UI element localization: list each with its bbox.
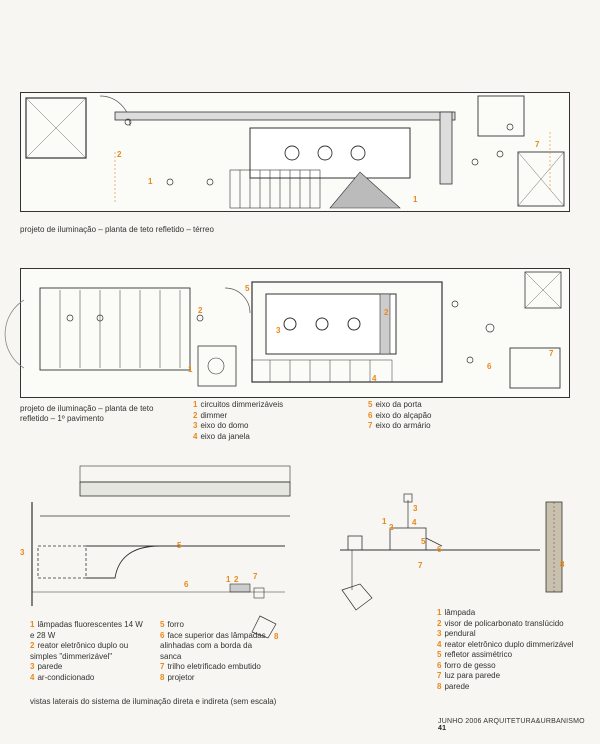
legend-item: 1 circuitos dimmerizáveis [193,400,284,409]
legend-item: 5 refletor assimétrico [437,650,513,659]
legend-item: 5 forro [160,620,184,629]
first-label-2b: 2 [384,308,389,317]
section-b-label-4: 4 [412,518,417,527]
legend-item: 7 luz para parede [437,671,501,680]
ground-label-1a: 1 [148,177,153,186]
section-a-label-8: 8 [274,632,279,641]
legend-item: 1 lâmpadas fluorescentes 14 W e 28 W [30,620,143,640]
first-caption-line1: projeto de iluminação – planta de teto [20,404,154,413]
ground-label-2: 2 [117,150,122,159]
legend-item: 3 eixo do domo [193,421,249,430]
section-a-label-5: 5 [177,541,182,550]
legend-item: 2 dimmer [193,410,228,420]
legend-item: 8 projetor [160,672,195,682]
section-a-label-1: 1 [226,575,231,584]
legend-item: 4 reator eletrônico duplo dimmerizável [437,639,574,649]
legend-item: 5 eixo da porta [368,400,422,409]
legend-item: 6 face superior das lâmpadas alinhadas com a borda da sanca [160,630,266,661]
first-floor-drawing [20,268,568,396]
section-b-label-5: 5 [421,537,426,546]
legend-item: 1 lâmpada [437,608,476,617]
legend-item: 6 eixo do alçapão [368,410,432,420]
footer-publication: JUNHO 2006 ARQUITETURA&URBANISMO [438,718,585,725]
first-label-7: 7 [549,349,554,358]
first-label-2a: 2 [198,306,203,315]
ground-floor-caption: projeto de iluminação – planta de teto refletido – térreo [20,225,214,234]
section-a-drawing [20,466,290,606]
legend-item: 3 pendural [437,629,476,638]
page-footer [438,718,588,732]
first-label-3: 3 [276,326,281,335]
legend-item: 3 parede [30,662,63,671]
first-label-5a: 5 [245,284,250,293]
legend-item: 8 parede [437,681,470,691]
legend-item: 4 ar-condicionado [30,672,95,682]
first-label-4: 4 [372,374,377,383]
ground-label-1b: 1 [413,195,418,204]
section-b-label-7: 7 [418,561,423,570]
legend-item: 6 forro de gesso [437,660,496,670]
section-b-label-8: 8 [560,560,565,569]
section-a-label-3: 3 [20,548,25,557]
first-floor-caption [20,404,180,424]
section-b-label-2: 2 [389,523,394,532]
ground-floor-drawing [20,92,568,210]
section-a-legend-col1 [30,620,145,683]
legend-item: 2 reator eletrônico duplo ou simples "dimmerizável" [30,641,129,661]
legend-item: 7 trilho eletrificado embutido [160,662,261,671]
section-b-label-3: 3 [413,504,418,513]
section-b-label-6: 6 [437,545,442,554]
legend-item: 4 eixo da janela [193,431,250,441]
first-label-6: 6 [487,362,492,371]
section-a-label-7: 7 [253,572,258,581]
first-legend-col2 [368,400,518,432]
legend-item: 7 eixo do armário [368,421,431,430]
first-caption-line2: refletido – 1º pavimento [20,414,104,423]
first-legend-col1 [193,400,343,442]
section-b-legend [437,608,587,692]
section-a-label-2: 2 [234,575,239,584]
legend-item: 2 visor de policarbonato translúcido [437,618,564,628]
section-a-label-6: 6 [184,580,189,589]
page-number: 41 [438,725,447,732]
ground-label-7: 7 [535,140,540,149]
first-label-1: 1 [188,365,193,374]
sections-caption: vistas laterais do sistema de iluminação direta e indireta (sem escala) [30,697,277,706]
section-b-label-1: 1 [382,517,387,526]
section-a-legend-col2 [160,620,272,683]
